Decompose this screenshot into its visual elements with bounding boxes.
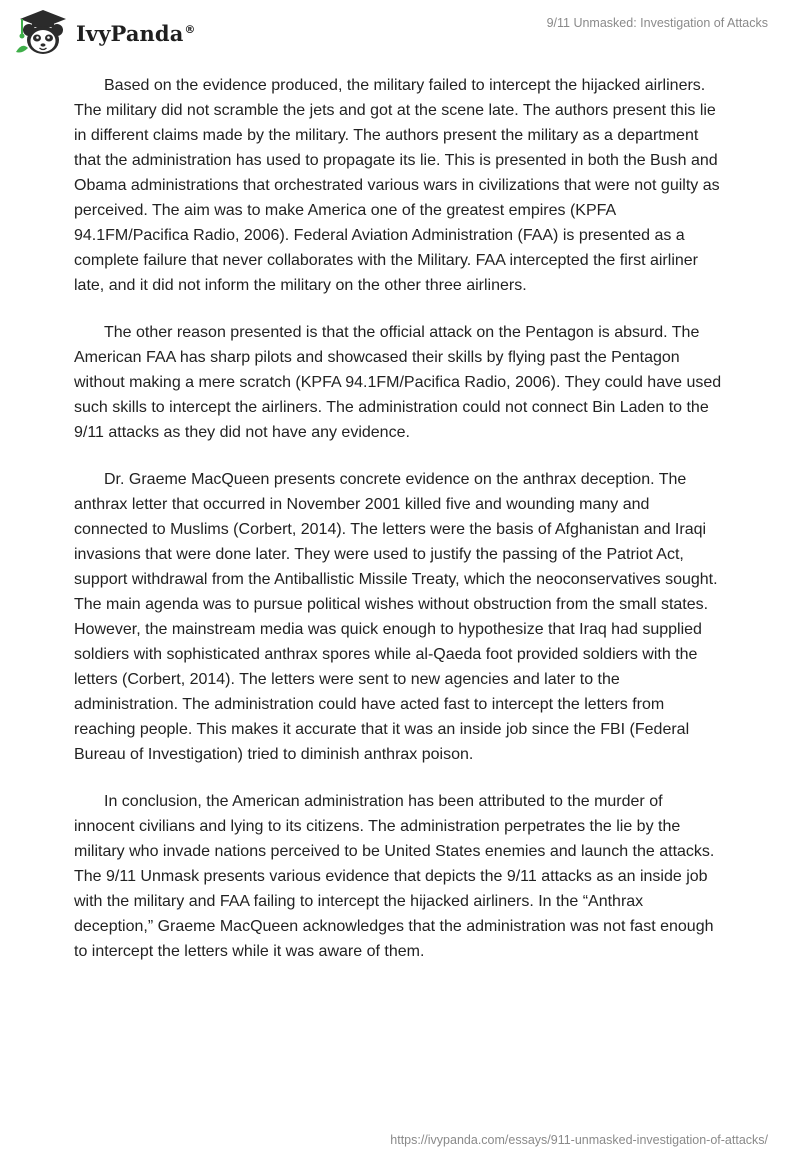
- panda-graduation-cap-icon: [14, 8, 72, 56]
- source-url-link[interactable]: https://ivypanda.com/essays/911-unmasked-investigation-of-attacks/: [390, 1133, 768, 1147]
- essay-paragraph: Dr. Graeme MacQueen presents concrete evidence on the anthrax deception. The anthrax letter that occurred in November 2001 killed five and wounding many and connected to Muslims (Corbert, 2014). The letters were the basis of Afghanistan and Iraqi invasions that were done later. They were used to justify the passing of the Patriot Act, support withdrawal from the Antiballistic Missile Treaty, which the neoconservatives sought. The main agenda was to pursue political wishes without obstruction from the small states. However, the mainstream media was quick enough to hypothesize that Iraq had supplied soldiers with sophisticated anthrax spores while al-Qaeda foot provided soldiers with the letters (Corbert, 2014). The letters were sent to new agencies and later to the administration. The administration could have acted fast to intercept the letters from reaching people. This makes it accurate that it was an inside job since the FBI (Federal Bureau of Investigation) tried to diminish anthrax poison.: [74, 471, 718, 763]
- logo-wordmark: IvyPanda®: [76, 20, 196, 46]
- registered-mark: ®: [184, 22, 196, 36]
- ivypanda-logo[interactable]: [14, 8, 196, 56]
- essay-body: [74, 73, 726, 986]
- essay-paragraph: The other reason presented is that the official attack on the Pentagon is absurd. The American FAA has sharp pilots and showcased their skills by flying past the Pentagon without making a mere scratch (KPFA 94.1FM/Pacifica Radio, 2006). They could have used such skills to intercept the airliners. The administration could not connect Bin Laden to the 9/11 attacks as they did not have any evidence.: [74, 324, 722, 441]
- document-title: 9/11 Unmasked: Investigation of Attacks: [546, 16, 768, 30]
- essay-paragraph: In conclusion, the American administration has been attributed to the murder of innocent civilians and lying to its citizens. The administration perpetrates the lie by the military who invade nations perceived to be United States enemies and launch the attacks. The 9/11 Unmask presents various evidence that depicts the 9/11 attacks as an inside job with the military and FAA failing to intercept the hijacked airliners. In the “Anthrax deception,” Graeme MacQueen acknowledges that the administration was not fast enough to intercept the letters while it was aware of them.: [74, 793, 715, 960]
- page-header: [0, 0, 800, 60]
- essay-paragraph: Based on the evidence produced, the military failed to intercept the hijacked airliners. The military did not scramble the jets and got at the scene late. The authors present this lie in different claims made by the military. The authors present the military as a department that the administration has used to propagate its lie. This is presented in both the Bush and Obama administrations that orchestrated various wars in civilizations that were not guilty as perceived. The aim was to make America one of the greatest empires (KPFA 94.1FM/Pacifica Radio, 2006). Federal Aviation Administration (FAA) is presented as a complete failure that never collaborates with the Military. FAA intercepted the first airliner late, and it did not inform the military on the other three airliners.: [74, 77, 720, 294]
